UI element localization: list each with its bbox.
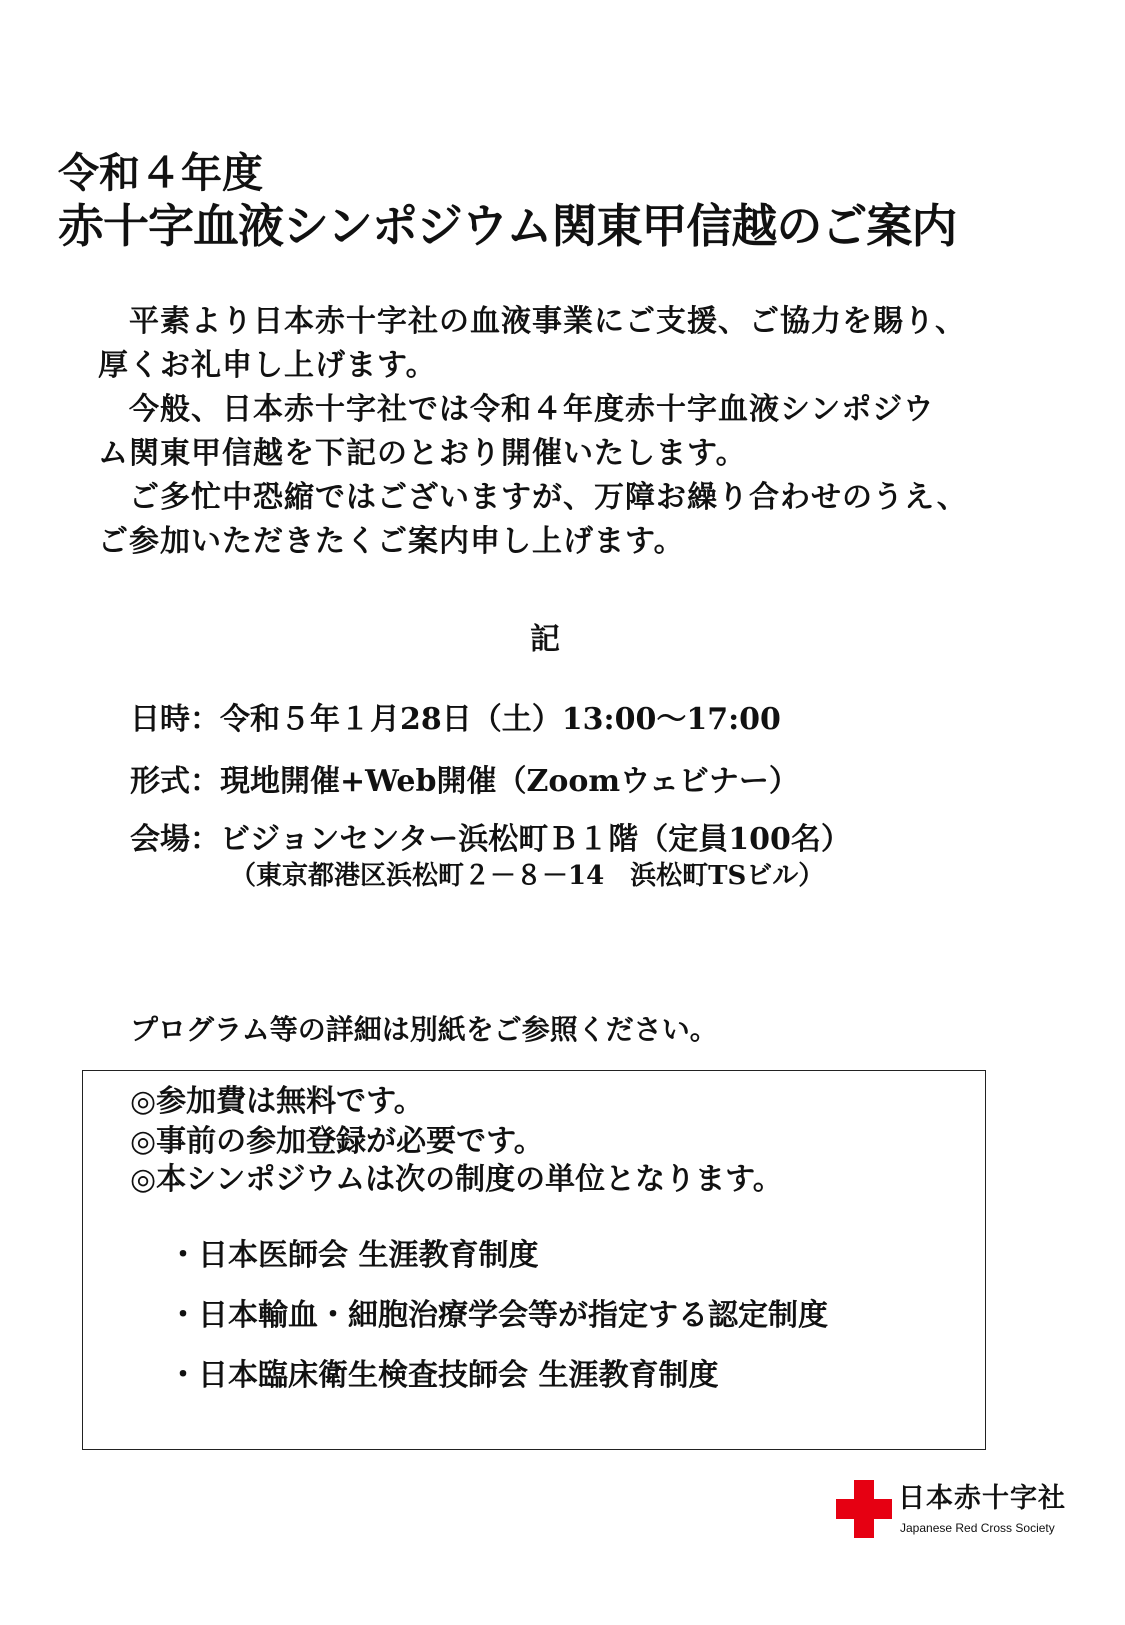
credit-item: ・日本輸血・細胞治療学会等が指定する認定制度 [168, 1298, 828, 1333]
detail-label: 日時： [130, 702, 220, 737]
jrc-logo [836, 1480, 1066, 1542]
logo-name-jp: 日本赤十字社 [898, 1483, 1066, 1514]
detail-value: 現地開催+Web開催（Zoomウェビナー） [220, 764, 799, 799]
detail-label: 会場： [130, 822, 220, 857]
ki-heading: 記 [530, 622, 560, 657]
page-title: 赤十字血液シンポジウム関東甲信越のご案内 [58, 199, 957, 253]
intro-line: 厚くお礼申し上げます。 [98, 348, 437, 383]
detail-value: 令和５年１月28日（土）13:00～17:00 [220, 702, 781, 737]
detail-format [130, 762, 799, 802]
intro-line: 今般、日本赤十字社では令和４年度赤十字血液シンポジウ [98, 392, 935, 427]
notice-credits-intro: ◎本シンポジウムは次の制度の単位となります。 [130, 1162, 783, 1197]
program-note: プログラム等の詳細は別紙をご参照ください。 [130, 1013, 718, 1046]
venue-address: （東京都港区浜松町２－８－14 浜松町TSビル） [230, 861, 825, 891]
notice-fee: ◎参加費は無料です。 [130, 1084, 424, 1119]
detail-venue [130, 820, 851, 860]
credit-item: ・日本臨床衛生検査技師会 生涯教育制度 [168, 1358, 719, 1393]
intro-line: ム関東甲信越を下記のとおり開催いたします。 [98, 436, 747, 471]
logo-name-en: Japanese Red Cross Society [900, 1521, 1055, 1535]
credit-item: ・日本医師会 生涯教育制度 [168, 1238, 539, 1273]
intro-line: ご参加いただきたくご案内申し上げます。 [98, 524, 685, 559]
intro-paragraph [98, 300, 968, 564]
detail-value: ビジョンセンター浜松町Ｂ１階（定員100名） [220, 822, 851, 857]
notice-registration: ◎事前の参加登録が必要です。 [130, 1124, 544, 1159]
detail-datetime [130, 700, 781, 740]
intro-line: 平素より日本赤十字社の血液事業にご支援、ご協力を賜り、 [98, 304, 966, 339]
detail-label: 形式： [130, 764, 220, 799]
intro-line: ご多忙中恐縮ではございますが、万障お繰り合わせのうえ、 [98, 480, 968, 515]
title-year: 令和４年度 [58, 149, 263, 197]
red-cross-icon [836, 1480, 892, 1538]
